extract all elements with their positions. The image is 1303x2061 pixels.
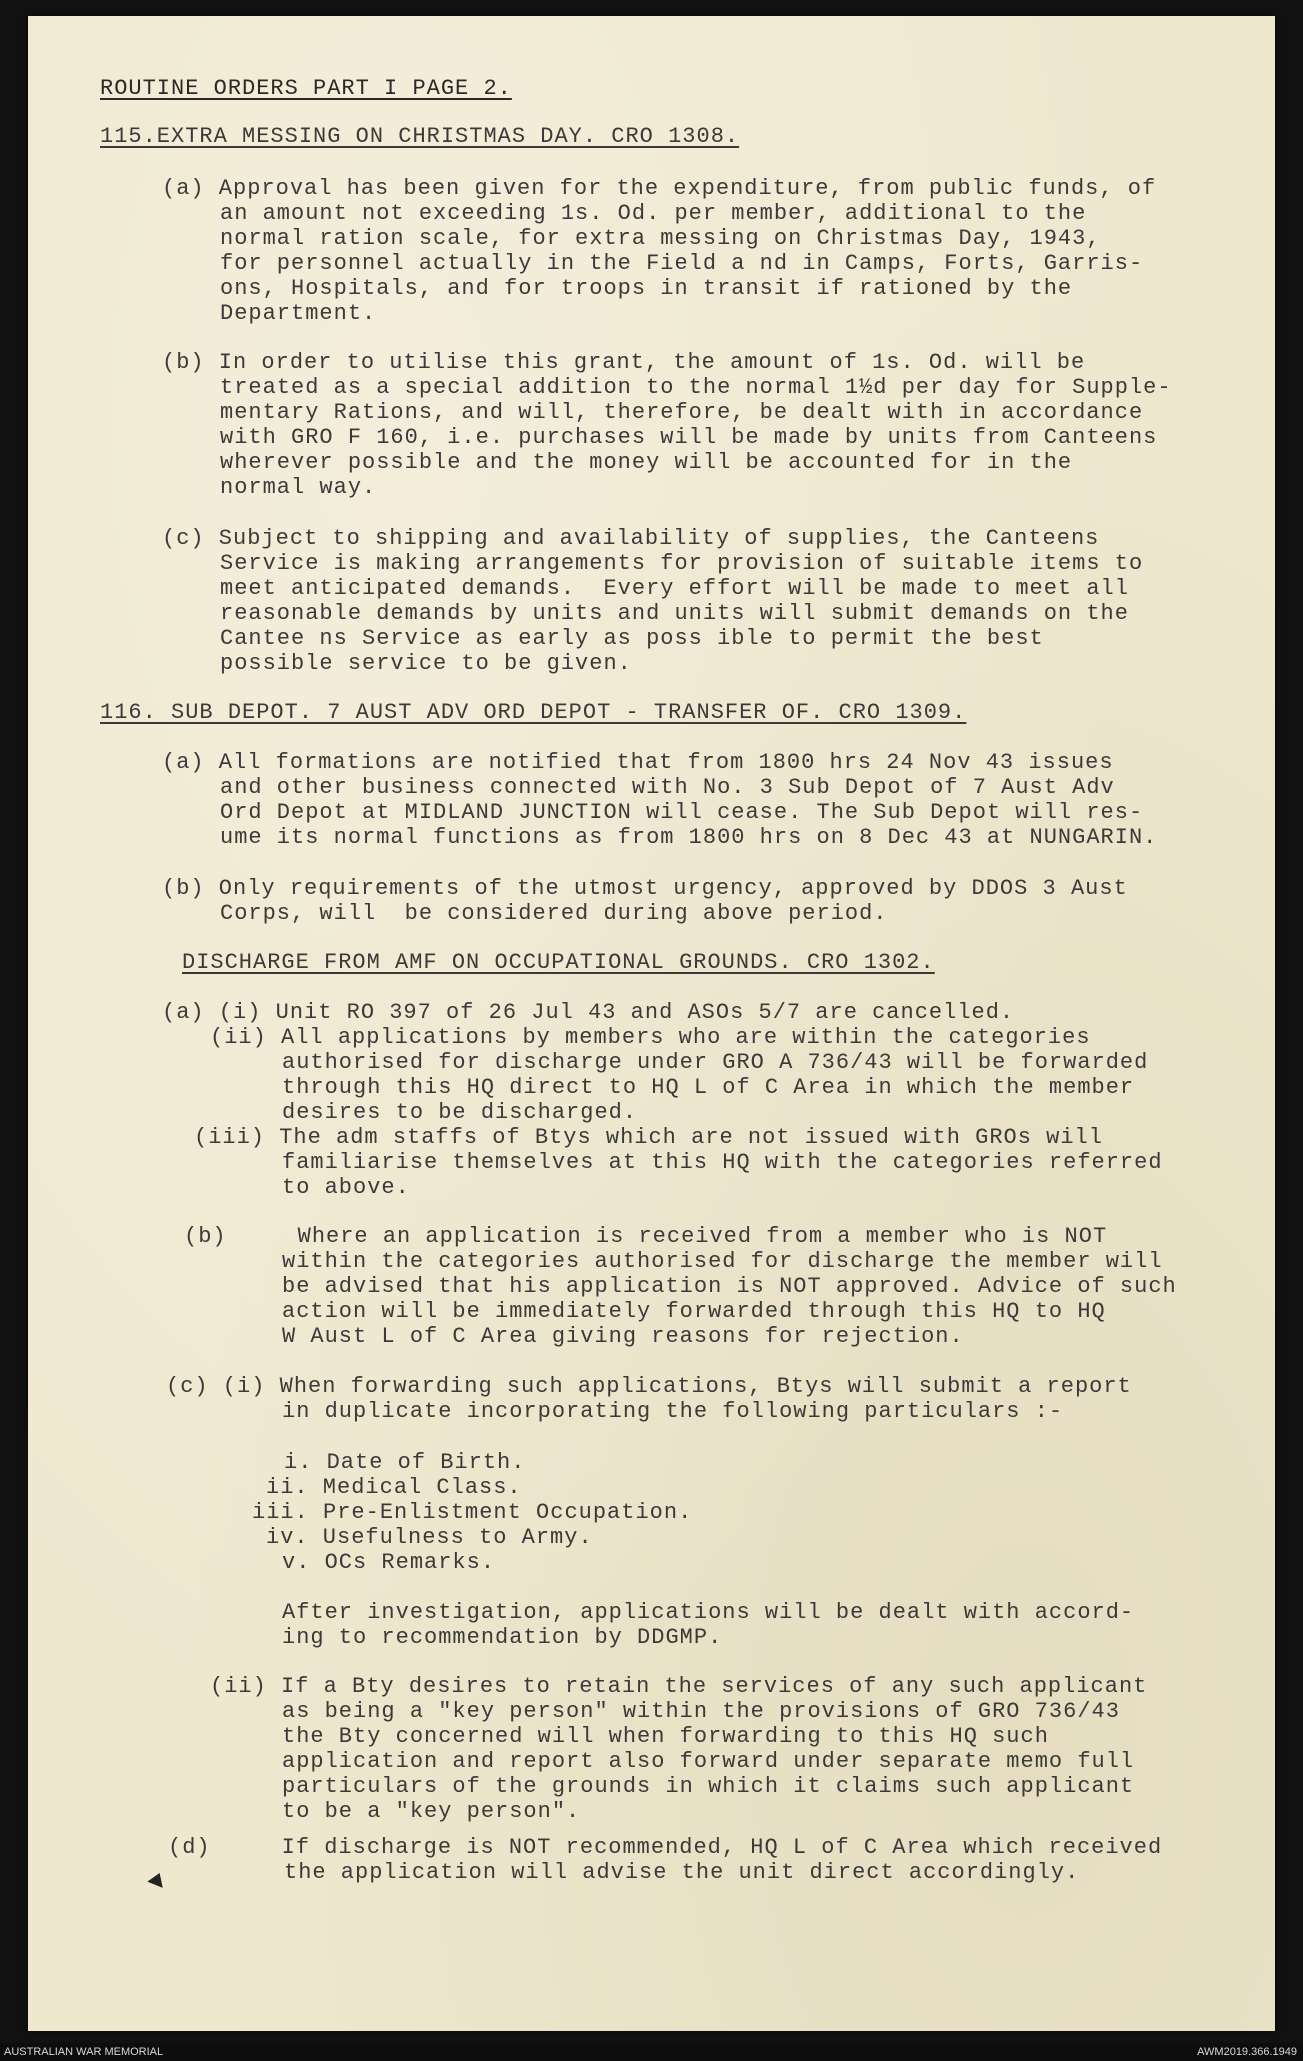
order-115-a-line-4: for personnel actually in the Field a nd in Camps, Forts, Garris- — [220, 251, 1144, 276]
order-115-b-line-5: wherever possible and the money will be accounted for in the — [220, 450, 1073, 475]
page-title: ROUTINE ORDERS PART I PAGE 2. — [100, 76, 512, 101]
order-117-b-line-5: W Aust L of C Area giving reasons for rejection. — [282, 1324, 964, 1349]
order-117-c-ii-line-2: as being a "key person" within the provisions of GRO 736/43 — [282, 1699, 1120, 1724]
order-115-a-line-1: (a) Approval has been given for the expenditure, from public funds, of — [162, 176, 1157, 201]
order-117-a-i: (a) (i) Unit RO 397 of 26 Jul 43 and ASOs 5/7 are cancelled. — [162, 1000, 1015, 1025]
order-115-c-line-4: reasonable demands by units and units will submit demands on the — [220, 601, 1129, 626]
order-117-a-iii-line-2: familiarise themselves at this HQ with the categories referred — [282, 1150, 1163, 1175]
order-115-c-line-5: Cantee ns Service as early as poss ible to permit the best — [220, 626, 1044, 651]
order-115-a-line-3: normal ration scale, for extra messing on Christmas Day, 1943, — [220, 226, 1101, 251]
order-117-b-line-3: be advised that his application is NOT approved. Advice of such — [282, 1274, 1177, 1299]
order-115-a-line-5: ons, Hospitals, and for troops in transit if rationed by the — [220, 276, 1073, 301]
archive-footer — [0, 2043, 1303, 2061]
order-115-b-line-3: mentary Rations, and will, therefore, be dealt with in accordance — [220, 400, 1144, 425]
order-117-c-i-line-1: (c) (i) When forwarding such applications, Btys will submit a report — [166, 1374, 1132, 1399]
order-115-c-line-1: (c) Subject to shipping and availability of supplies, the Canteens — [162, 526, 1100, 551]
order-117-d-line-1: (d) If discharge is NOT recommended, HQ L of C Area which received — [168, 1835, 1163, 1860]
order-115-b-line-6: normal way. — [220, 475, 377, 500]
order-115-a-line-2: an amount not exceeding 1s. Od. per member, additional to the — [220, 201, 1087, 226]
order-116-a-line-2: and other business connected with No. 3 Sub Depot of 7 Aust Adv — [220, 775, 1115, 800]
particulars-item-5: v. OCs Remarks. — [282, 1550, 496, 1575]
order-117-after-line-1: After investigation, applications will be dealt with accord- — [282, 1600, 1135, 1625]
order-117-c-ii-line-4: application and report also forward under separate memo full — [282, 1749, 1135, 1774]
order-115-c-line-6: possible service to be given. — [220, 651, 632, 676]
order-117-b-line-4: action will be immediately forwarded through this HQ to HQ — [282, 1299, 1106, 1324]
order-115-heading: 115.EXTRA MESSING ON CHRISTMAS DAY. CRO 1308. — [100, 124, 740, 149]
order-115-b-line-1: (b) In order to utilise this grant, the amount of 1s. Od. will be — [162, 350, 1086, 375]
order-115-c-line-2: Service is making arrangements for provision of suitable items to — [220, 551, 1144, 576]
order-115-c-line-3: meet anticipated demands. Every effort will be made to meet all — [220, 576, 1129, 601]
order-117-a-iii-line-1: (iii) The adm staffs of Btys which are not issued with GROs will — [194, 1125, 1103, 1150]
order-117-a-ii-line-3: through this HQ direct to HQ L of C Area in which the member — [282, 1075, 1135, 1100]
order-115-a-line-6: Department. — [220, 301, 377, 326]
order-117-heading: DISCHARGE FROM AMF ON OCCUPATIONAL GROUNDS. CRO 1302. — [182, 950, 935, 975]
order-117-a-ii-line-1: (ii) All applications by members who are within the categories — [210, 1025, 1091, 1050]
order-117-c-ii-line-3: the Bty concerned will when forwarding to this HQ such — [282, 1724, 1049, 1749]
order-117-a-ii-line-2: authorised for discharge under GRO A 736/43 will be forwarded — [282, 1050, 1149, 1075]
order-117-b-line-2: within the categories authorised for discharge the member will — [282, 1249, 1163, 1274]
order-116-b-line-1: (b) Only requirements of the utmost urgency, approved by DDOS 3 Aust — [162, 876, 1128, 901]
order-117-c-ii-line-1: (ii) If a Bty desires to retain the services of any such applicant — [210, 1674, 1148, 1699]
order-117-a-ii-line-4: desires to be discharged. — [282, 1100, 638, 1125]
order-117-c-i-line-2: in duplicate incorporating the following particulars :- — [282, 1399, 1064, 1424]
order-117-d-line-2: the application will advise the unit direct accordingly. — [284, 1860, 1080, 1885]
order-117-a-iii-line-3: to above. — [282, 1175, 410, 1200]
order-117-b-line-1: (b) Where an application is received from a member who is NOT — [184, 1224, 1108, 1249]
order-117-c-ii-line-5: particulars of the grounds in which it claims such applicant — [282, 1774, 1135, 1799]
order-116-a-line-3: Ord Depot at MIDLAND JUNCTION will cease. The Sub Depot will res- — [220, 800, 1144, 825]
archive-reference: AWM2019.366.1949 — [1197, 2046, 1297, 2058]
particulars-item-1: i. Date of Birth. — [284, 1450, 526, 1475]
particulars-item-4: iv. Usefulness to Army. — [266, 1525, 593, 1550]
particulars-item-3: iii. Pre-Enlistment Occupation. — [252, 1500, 693, 1525]
order-116-heading: 116. SUB DEPOT. 7 AUST ADV ORD DEPOT - TRANSFER OF. CRO 1309. — [100, 700, 967, 725]
particulars-item-2: ii. Medical Class. — [266, 1475, 522, 1500]
order-117-c-ii-line-6: to be a "key person". — [282, 1799, 581, 1824]
order-116-a-line-4: ume its normal functions as from 1800 hrs on 8 Dec 43 at NUNGARIN. — [220, 825, 1158, 850]
order-117-after-line-2: ing to recommendation by DDGMP. — [282, 1625, 723, 1650]
archive-name: AUSTRALIAN WAR MEMORIAL — [4, 2046, 164, 2058]
order-115-b-line-4: with GRO F 160, i.e. purchases will be made by units from Canteens — [220, 425, 1158, 450]
order-116-a-line-1: (a) All formations are notified that from 1800 hrs 24 Nov 43 issues — [162, 750, 1114, 775]
order-115-b-line-2: treated as a special addition to the normal 1½d per day for Supple- — [220, 375, 1172, 400]
order-116-b-line-2: Corps, will be considered during above period. — [220, 901, 888, 926]
